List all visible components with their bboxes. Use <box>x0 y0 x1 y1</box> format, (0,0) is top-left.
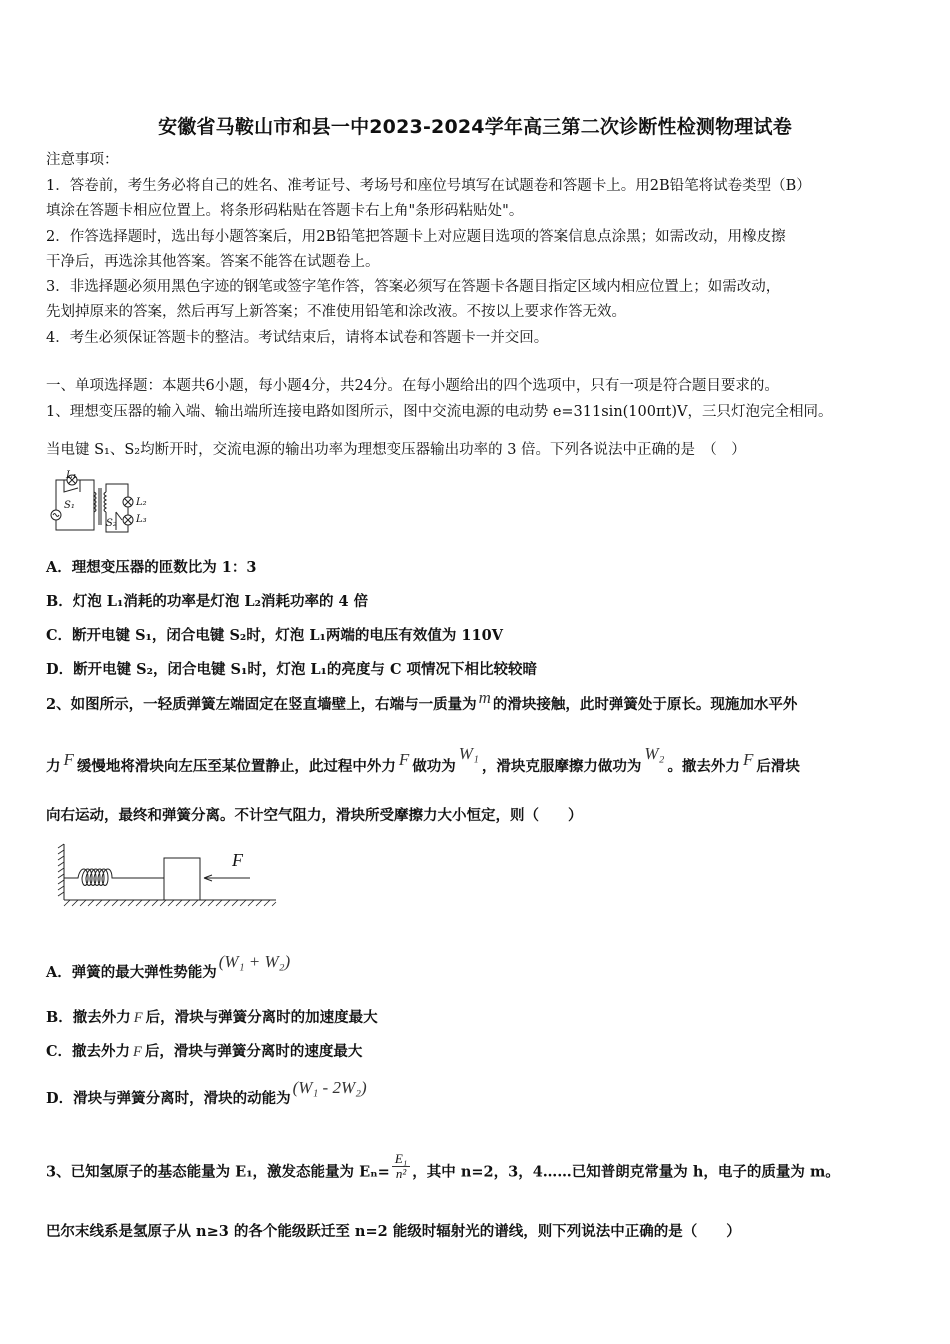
q3-text: ，其中 n=2，3，4……已知普朗克常量为 h，电子的质量为 m。 <box>412 1163 840 1181</box>
force-symbol: F <box>133 1010 143 1026</box>
q1-option-b: B．灯泡 L₁消耗的功率是灯泡 L₂消耗功率的 4 倍 <box>46 593 369 610</box>
q2-stem-line3: 向右运动，最终和弹簧分离。不计空气阻力，滑块所受摩擦力大小恒定，则（ ） <box>46 807 583 824</box>
q2-option-text: 后，滑块与弹簧分离时的加速度最大 <box>145 1009 378 1026</box>
q3-stem-line1 <box>46 1151 916 1187</box>
q2-text: 力 <box>46 758 61 775</box>
force-symbol: F <box>398 750 410 769</box>
q3-stem-line2: 巴尔末线系是氢原子从 n≥3 的各个能级跃迁至 n=2 能级时辐射光的谱线，则下列说法中正确的是（ ） <box>46 1223 741 1240</box>
q1-label-L1: L₁ <box>66 470 77 481</box>
notice-line: 填涂在答题卡相应位置上。将条形码粘贴在答题卡右上角"条形码粘贴处"。 <box>46 203 524 219</box>
q2-spring-figure <box>54 840 280 910</box>
q1-option-c: C．断开电键 S₁，闭合电键 S₂时，灯泡 L₁两端的电压有效值为 110V <box>46 627 503 644</box>
work-w2-symbol: W₂ <box>644 744 665 763</box>
mass-symbol: m <box>478 688 491 707</box>
notice-line: 3．非选择题必须用黑色字迹的钢笔或签字笔作答，答案必须写在答题卡各题目指定区域内相应位置上；如需改动， <box>46 279 781 295</box>
section-heading: 一、单项选择题：本题共6小题，每小题4分，共24分。在每小题给出的四个选项中，只有一项是符合题目要求的。 <box>46 378 779 394</box>
notice-line: 1．答卷前，考生务必将自己的姓名、准考证号、考场号和座位号填写在试题卷和答题卡上。用2B铅笔将试卷类型（B） <box>46 178 811 194</box>
q2-text: ，滑块克服摩擦力做功为 <box>481 758 642 775</box>
q2-option-math: (W₁ - 2W₂) <box>292 1078 367 1097</box>
q2-text: 。撤去外力 <box>667 758 740 775</box>
q1-stem-line2: 当电键 S₁、S₂均断开时，交流电源的输出功率为理想变压器输出功率的 3 倍。下列各说法中正确的是 （ ） <box>46 442 746 458</box>
q2-option-text: 后，滑块与弹簧分离时的速度最大 <box>144 1043 363 1060</box>
q2-text: 2、如图所示，一轻质弹簧左端固定在竖直墙壁上，右端与一质量为 <box>46 696 477 713</box>
q2-option-text: B．撤去外力 <box>46 1009 131 1026</box>
fraction-denominator: n² <box>395 1166 407 1181</box>
q2-option-math: (W₁ + W₂) <box>218 952 291 971</box>
q2-option-a <box>46 952 916 983</box>
fraction-numerator: E₁ <box>392 1152 410 1167</box>
force-symbol: F <box>63 750 74 769</box>
q2-stem-line2 <box>46 744 916 777</box>
q2-force-label: F <box>232 850 243 870</box>
q2-text: 缓慢地将滑块向左压至某位置静止，此过程中外力 <box>76 758 396 775</box>
q1-label-S2: S₂ <box>106 518 117 529</box>
notice-line: 2．作答选择题时，选出每小题答案后，用2B铅笔把答题卡上对应题目选项的答案信息点涂黑；如需改动，用橡皮擦 <box>46 229 786 245</box>
q1-label-L3: L₃ <box>136 514 147 525</box>
q2-text: 做功为 <box>412 758 456 775</box>
q1-stem-line1: 1、理想变压器的输入端、输出端所连接电路如图所示，图中交流电源的电动势 e=311sin(100πt)V，三只灯泡完全相同。 <box>46 404 833 420</box>
work-w1-symbol: W₁ <box>458 744 479 763</box>
q1-label-S1: S₁ <box>64 500 75 511</box>
q1-option-d: D．断开电键 S₂，闭合电键 S₁时，灯泡 L₁的亮度与 C 项情况下相比较较暗 <box>46 661 538 678</box>
force-symbol: F <box>133 1044 142 1060</box>
q2-text: 后滑块 <box>756 758 800 775</box>
q2-option-text: C．撤去外力 <box>46 1043 131 1060</box>
q1-option-a: A．理想变压器的匝数比为 1：3 <box>46 559 257 576</box>
q2-stem-line1 <box>46 688 916 715</box>
q2-option-c <box>46 1042 916 1062</box>
notice-line: 干净后，再选涂其他答案。答案不能答在试题卷上。 <box>46 254 380 270</box>
q2-option-text: D．滑块与弹簧分离时，滑块的动能为 <box>46 1090 291 1107</box>
force-symbol: F <box>742 750 754 769</box>
q1-label-L2: L₂ <box>136 497 147 508</box>
q2-option-d <box>46 1078 916 1109</box>
energy-fraction <box>392 1152 410 1181</box>
q2-option-text: A．弹簧的最大弹性势能为 <box>46 964 217 981</box>
notice-line: 先划掉原来的答案，然后再写上新答案；不准使用铅笔和涂改液。不按以上要求作答无效。 <box>46 304 626 320</box>
notice-heading: 注意事项： <box>46 152 119 168</box>
q2-text: 的滑块接触，此时弹簧处于原长。现施加水平外 <box>492 696 798 713</box>
notice-line: 4．考生必须保证答题卡的整洁。考试结束后，请将本试卷和答题卡一并交回。 <box>46 330 549 346</box>
q3-text: 3、已知氢原子的基态能量为 E₁，激发态能量为 Eₙ= <box>46 1163 390 1181</box>
q2-option-b <box>46 1008 916 1028</box>
exam-title: 安徽省马鞍山市和县一中2023-2024学年高三第二次诊断性检测物理试卷 <box>158 116 792 138</box>
